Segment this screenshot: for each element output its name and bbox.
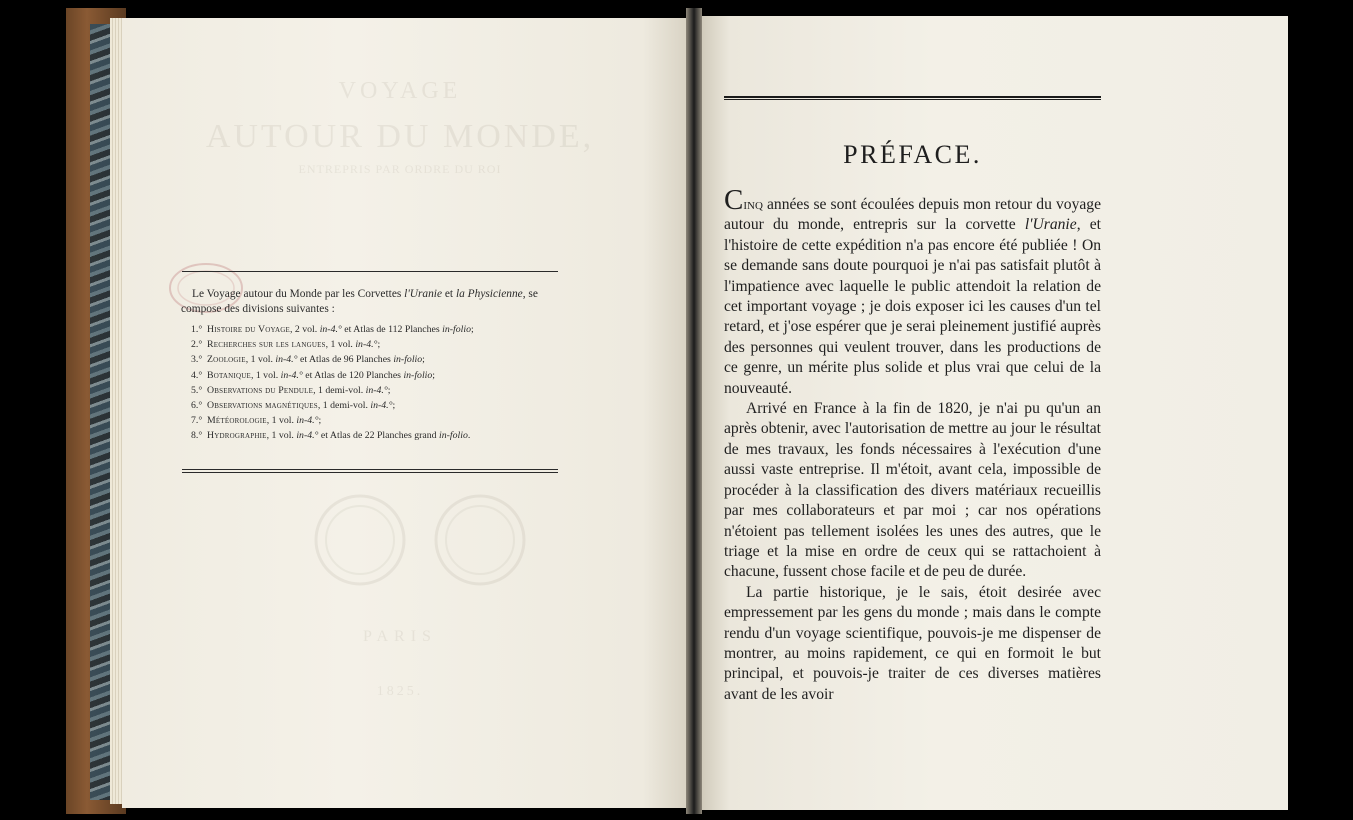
division-fmt: in-4.° <box>319 324 342 335</box>
division-pre: , 1 vol. <box>250 369 281 381</box>
division-item <box>191 398 561 413</box>
paragraph-1-ship: l'Uranie <box>1024 216 1077 234</box>
division-pre: , 1 vol. <box>266 415 297 427</box>
division-item <box>191 428 561 443</box>
division-end: ; <box>432 369 436 381</box>
notice-intro <box>181 287 561 317</box>
show-through-place: PARIS <box>363 628 437 645</box>
ship-name-physicienne: la Physicienne <box>455 288 523 300</box>
division-item <box>191 322 561 337</box>
show-through-year: 1825. <box>376 684 424 699</box>
division-fmt2: in-folio <box>439 430 468 442</box>
division-num: 2.° <box>191 339 203 351</box>
division-fmt: in-4.° <box>355 339 378 351</box>
division-post: et Atlas de 112 Planches <box>341 324 443 335</box>
division-item <box>191 352 561 367</box>
division-end: . <box>467 430 471 442</box>
division-end: ; <box>392 400 396 412</box>
paragraph-3: La partie historique, je le sais, étoit desirée avec empressement par les gens du monde ; mais dans le compte rendu d'un voyage scientifique, pouvois-je me dispenser de montrer, au moins rapidement, ce qui en formoit le but principal, et pouvois-je traiter de ces diverses matières avant de les avoir <box>724 583 1101 703</box>
show-through-title: VOYAGE <box>338 78 462 104</box>
division-num: 1.° <box>191 324 203 335</box>
division-item <box>191 368 561 383</box>
division-pre: , 2 vol. <box>290 324 320 335</box>
drop-cap-rest: inq <box>743 196 763 213</box>
division-title: Recherches sur les langues <box>207 339 326 351</box>
division-end: ; <box>387 384 391 396</box>
division-fmt: in-4.° <box>296 430 319 442</box>
header-rule-thick <box>724 96 1101 98</box>
division-fmt: in-4.° <box>275 354 298 366</box>
paragraph-2: Arrivé en France à la fin de 1820, je n'ai pu qu'un an après obtenir, avec l'autorisation de mettre au jour le résultat de mes travaux, les fonds nécessaires à l'exécution d'une aussi vaste entreprise. Il m'étoit, avant cela, impossible de procéder à la classification des divers matériaux recueillis par mes collaborateurs et par moi ; car nos opérations n'étoient pas tellement isolées les unes des autres, que le triage et la mise en ordre de ceux qui se rattachoient à chacune, fussent chose facile et de peu de durée. <box>724 400 1101 581</box>
division-title: Observations magnétiques <box>207 400 318 412</box>
drop-cap: C <box>724 184 744 216</box>
division-post: et Atlas de 22 Planches grand <box>318 430 440 442</box>
division-end: ; <box>422 354 425 366</box>
division-item <box>191 413 561 428</box>
division-fmt2: in-folio <box>442 324 472 335</box>
paragraph-1 <box>724 184 1101 399</box>
divisions-list <box>181 322 561 444</box>
division-title: Botanique <box>207 369 251 381</box>
ship-name-uranie: l'Uranie <box>404 288 443 300</box>
division-end: ; <box>377 339 381 351</box>
notice-intro-text: Le Voyage autour du Monde par les Corvettes <box>192 288 405 300</box>
divisions-notice <box>181 287 561 444</box>
division-post: et Atlas de 120 Planches <box>302 369 404 381</box>
division-num: 4.° <box>191 369 203 381</box>
division-item <box>191 337 561 352</box>
book-gutter <box>686 8 702 814</box>
division-title: Météorologie <box>207 415 267 427</box>
notice-bottom-rule <box>182 469 558 473</box>
division-fmt: in-4.° <box>365 384 388 396</box>
division-num: 3.° <box>191 354 203 366</box>
division-fmt: in-4.° <box>280 369 303 381</box>
show-through-medals <box>290 492 550 592</box>
division-fmt: in-4.° <box>370 400 393 412</box>
notice-intro-end: , se compose des divisions suivantes : <box>181 288 538 315</box>
paragraph-1-text-b: , et l'histoire de cette expédition n'a pas encore été publiée ! On se demande sans doute pourquoi je n'ai pas satisfait plutôt à l'impatience avec laquelle le public attendoit la relation de cet important voyage ; je dois exposer ici les causes d'un tel retard, et j'ose espérer que je serai pleinement justifié auprès des personnes qui veulent trouver, dans les productions de ce genre, un mérite plus solide et plus vrai que celui de la nouveauté. <box>724 216 1101 397</box>
division-num: 6.° <box>191 400 203 412</box>
division-pre: , 1 demi-vol. <box>317 400 371 412</box>
division-fmt2: in-folio <box>403 369 433 381</box>
division-fmt2: in-folio <box>393 354 423 366</box>
division-pre: , 1 vol. <box>245 354 276 366</box>
paragraph-1-text-a: années se sont écoulées depuis mon retour du voyage autour du monde, entrepris sur la corvette <box>724 196 1101 234</box>
division-title: Histoire du Voyage <box>207 324 291 335</box>
division-num: 8.° <box>191 430 203 442</box>
division-num: 5.° <box>191 384 203 396</box>
division-item <box>191 383 561 398</box>
division-pre: , 1 vol. <box>325 339 356 351</box>
division-title: Hydrographie <box>207 430 267 442</box>
division-end: ; <box>471 324 474 335</box>
division-pre: , 1 demi-vol. <box>313 384 366 396</box>
header-rule-thin <box>724 99 1101 100</box>
division-fmt: in-4.° <box>296 415 319 427</box>
notice-intro-and: et <box>442 288 456 300</box>
division-end: ; <box>318 415 322 427</box>
show-through-line: ENTREPRIS PAR ORDRE DU ROI <box>298 162 502 176</box>
division-pre: , 1 vol. <box>266 430 297 442</box>
preface-text <box>724 184 1101 705</box>
page-title: PRÉFACE. <box>843 140 982 169</box>
division-num: 7.° <box>191 415 203 427</box>
division-post: et Atlas de 96 Planches <box>297 354 394 366</box>
division-title: Zoologie <box>207 354 246 366</box>
notice-top-rule <box>182 271 558 272</box>
division-title: Observations du Pendule <box>207 384 314 396</box>
show-through-subtitle: AUTOUR DU MONDE, <box>205 118 595 155</box>
